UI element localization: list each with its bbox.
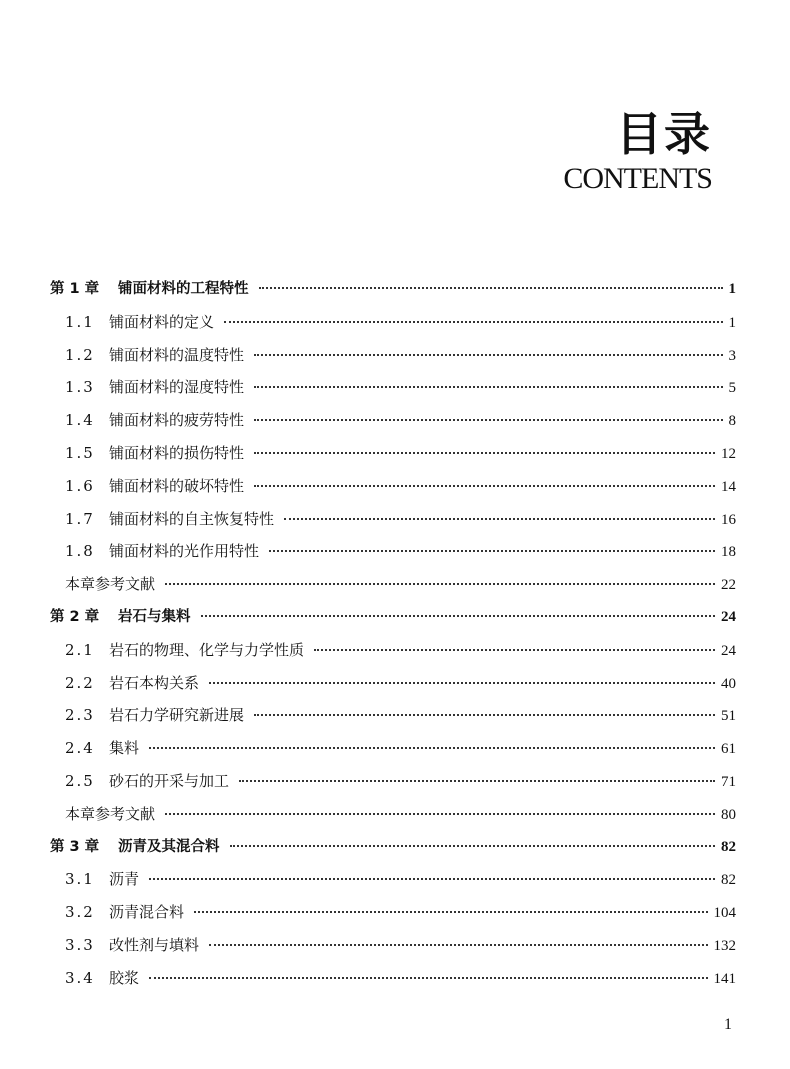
toc-entry-page: 40 [721,675,736,692]
dot-leader [201,614,716,617]
toc-section-row[interactable] [50,634,736,667]
dot-leader [165,812,715,815]
toc-entry-number: 1.4 [65,411,95,430]
toc-entry-page: 22 [721,577,736,594]
toc-entry-title: 岩石的物理、化学与力学性质 [109,640,305,659]
dot-leader [254,451,715,454]
toc-entry-page: 80 [721,806,736,823]
toc-entry-page: 82 [721,872,736,889]
dot-leader [254,385,722,388]
toc-entry-title: 铺面材料的湿度特性 [109,378,245,397]
toc-entry-title: 铺面材料的自主恢复特性 [109,509,275,528]
toc-entry-number: 2.1 [65,640,95,659]
toc-entry-page: 61 [721,741,736,758]
toc-entry-page: 1 [728,281,736,297]
toc-section-row[interactable] [50,667,736,700]
toc-entry-page: 3 [728,347,736,364]
dot-leader [149,877,715,880]
toc-entry-number: 2.5 [65,771,95,790]
toc-entry-page: 14 [721,478,736,495]
toc-section-row[interactable] [50,929,736,962]
toc-entry-number: 1.7 [65,509,95,528]
dot-leader [314,648,715,651]
dot-leader [149,976,707,979]
toc-section-row[interactable] [50,732,736,765]
toc-entry-number: 1.1 [65,312,95,331]
toc-section-row[interactable] [50,306,736,339]
toc-entry-number: 1.8 [65,542,95,561]
toc-entry-number: 1.2 [65,345,95,364]
toc-refs-row[interactable] [50,568,736,601]
toc-section-row[interactable] [50,371,736,404]
toc-entry-number: 1.5 [65,443,95,462]
toc-entry-title: 铺面材料的温度特性 [109,345,245,364]
toc-entry-title: 岩石本构关系 [109,673,200,692]
toc-entry-number: 第 2 章 [50,608,100,625]
toc-section-row[interactable] [50,962,736,995]
dot-leader [165,582,715,585]
toc-entry-title: 改性剂与填料 [109,935,200,954]
toc-entry-page: 141 [713,970,736,987]
dot-leader [259,286,723,289]
toc-entry-page: 1 [728,314,736,331]
toc-entry-title: 沥青 [109,870,140,889]
toc-entry-title: 铺面材料的破坏特性 [109,476,245,495]
dot-leader [194,910,707,913]
toc-entry-title: 沥青及其混合料 [118,838,220,855]
dot-leader [239,779,715,782]
toc-chapter-row[interactable] [50,831,736,864]
toc-entry-title: 本章参考文献 [65,575,156,594]
toc-entry-number: 第 3 章 [50,838,100,855]
toc-entry-page: 16 [721,511,736,528]
dot-leader [254,484,715,487]
toc-entry-title: 铺面材料的工程特性 [118,281,249,297]
toc-entry-number: 1.6 [65,476,95,495]
toc-section-row[interactable] [50,863,736,896]
toc-entry-page: 24 [721,642,736,659]
toc-chapter-row[interactable] [50,273,736,306]
toc-entry-page: 132 [713,937,736,954]
toc-entry-title: 铺面材料的光作用特性 [109,542,260,561]
toc-entry-page: 8 [728,413,736,430]
toc-section-row[interactable] [50,699,736,732]
toc-entry-page: 71 [721,773,736,790]
toc-entry-number: 第 1 章 [50,281,100,297]
toc-entry-page: 82 [721,838,736,855]
toc-refs-row[interactable] [50,798,736,831]
toc-entry-page: 5 [728,380,736,397]
dot-leader [230,844,716,847]
toc-entry-title: 铺面材料的损伤特性 [109,443,245,462]
toc-entry-page: 12 [721,445,736,462]
toc-entry-title: 砂石的开采与加工 [109,771,230,790]
toc-section-row[interactable] [50,339,736,372]
toc-entry-number: 2.3 [65,706,95,725]
toc-entry-title: 胶浆 [109,968,140,987]
toc-entry-title: 本章参考文献 [65,804,156,823]
toc-section-row[interactable] [50,896,736,929]
toc-entry-number: 2.4 [65,739,95,758]
table-of-contents [50,273,736,995]
toc-entry-number: 2.2 [65,673,95,692]
toc-entry-page: 18 [721,544,736,561]
toc-entry-number: 3.1 [65,870,95,889]
dot-leader [209,681,715,684]
toc-section-row[interactable] [50,437,736,470]
toc-entry-title: 铺面材料的疲劳特性 [109,411,245,430]
dot-leader [254,353,722,356]
toc-entry-page: 104 [713,905,736,922]
toc-section-row[interactable] [50,765,736,798]
toc-entry-page: 24 [721,608,736,625]
toc-entry-title: 沥青混合料 [109,903,185,922]
toc-entry-title: 集料 [109,739,140,758]
toc-section-row[interactable] [50,404,736,437]
dot-leader [254,713,715,716]
toc-entry-title: 岩石力学研究新进展 [109,706,245,725]
toc-entry-title: 岩石与集料 [118,608,191,625]
toc-entry-number: 1.3 [65,378,95,397]
toc-entry-number: 3.3 [65,935,95,954]
toc-entry-number: 3.2 [65,903,95,922]
toc-chapter-row[interactable] [50,601,736,634]
title-block [563,108,712,196]
toc-entry-page: 51 [721,708,736,725]
toc-entry-number: 3.4 [65,968,95,987]
toc-entry-title: 铺面材料的定义 [109,312,215,331]
page-subtitle: CONTENTS [563,162,712,195]
dot-leader [269,549,715,552]
toc-section-row[interactable] [50,535,736,568]
dot-leader [224,320,722,323]
dot-leader [254,418,722,421]
dot-leader [149,746,715,749]
toc-section-row[interactable] [50,503,736,536]
dot-leader [209,943,707,946]
toc-section-row[interactable] [50,470,736,503]
dot-leader [284,517,715,520]
page-title: 目录 [616,107,712,161]
folio-page-number: 1 [724,1016,732,1033]
